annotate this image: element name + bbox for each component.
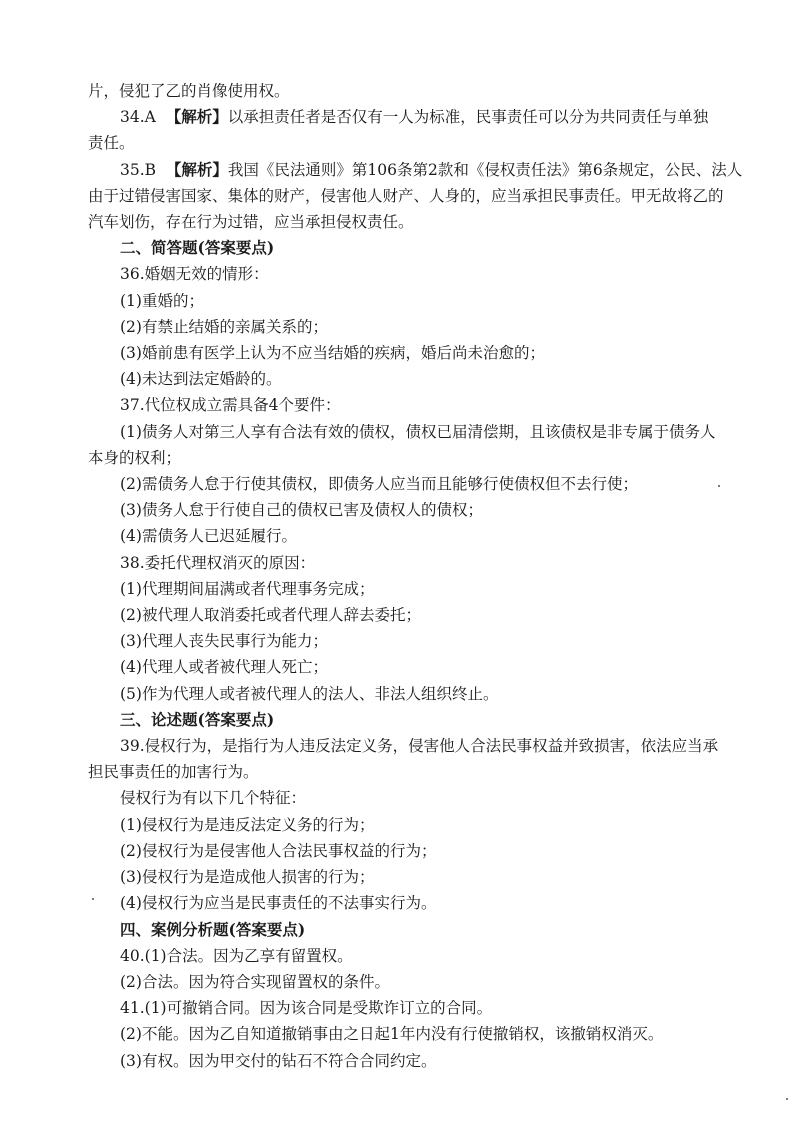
text-line: 侵权行为有以下几个特征： [120,789,307,808]
text-line: 担民事责任的加害行为。 [88,763,259,782]
text-line: (1)代理期间届满或者代理事务完成； [120,579,375,598]
text-line: (4)代理人或者被代理人死亡； [120,658,328,677]
section-heading: 四、案例分析题(答案要点) [120,919,306,939]
text-line [120,157,800,183]
text-line: (3)侵权行为是造成他人损害的行为； [120,868,375,887]
text-line: 37.代位权成立需具备4个要件： [120,396,341,415]
text-line: 片，侵犯了乙的肖像使用权。 [88,82,290,100]
text-line: (4)未达到法定婚龄的。 [120,370,282,389]
analysis-tag: 【解析】 [165,159,228,179]
answer-number: 34.A [120,108,156,127]
scan-speck [786,1098,788,1100]
text-line: (3)有权。因为甲交付的钻石不符合合同约定。 [120,1051,437,1070]
answer-text: 以承担责任者是否仅有一人为标准，民事责任可以分为共同责任与单独 [227,108,709,127]
text-line: 39.侵权行为，是指行为人违反法定义务，侵害他人合法民事权益并致损害，依法应当承 [120,737,719,756]
text-line: (1)债务人对第三人享有合法有效的债权，债权已届清偿期，且该债权是非专属于债务人 [120,422,716,441]
text-line: 36.婚姻无效的情形： [120,265,269,284]
text-line: (4)侵权行为应当是民事责任的不法事实行为。 [120,894,437,913]
text-line: (2)有禁止结婚的亲属关系的； [120,317,328,336]
text-line: (2)被代理人取消委托或者代理人辞去委托； [120,606,421,625]
text-line: 责任。 [88,134,135,153]
text-line: (1)侵权行为是违反法定义务的行为； [120,815,375,834]
section-heading: 三、论述题(答案要点) [120,709,275,729]
text-line: 41.(1)可撤销合同。因为该合同是受欺诈订立的合同。 [120,999,493,1018]
scan-speck [718,485,720,487]
document-body [0,78,800,1074]
text-line: (4)需债务人已迟延履行。 [120,527,297,546]
text-line: 40.(1)合法。因为乙享有留置权。 [120,946,353,965]
text-line: (2)侵权行为是侵害他人合法民事权益的行为； [120,841,437,860]
text-line: 汽车划伤，存在行为过错，应当承担侵权责任。 [88,213,414,232]
text-line: 由于过错侵害国家、集体的财产，侵害他人财产、人身的，应当承担民事责任。甲无故将乙的 [88,186,724,205]
text-line: (2)不能。因为乙自知道撤销事由之日起1年内没有行使撤销权，该撤销权消灭。 [120,1025,664,1044]
text-line: (2)需债务人怠于行使其债权，即债务人应当而且能够行使债权但不去行使； [120,475,638,494]
text-line: 38.委托代理权消灭的原因： [120,553,316,572]
text-line [120,104,800,130]
text-line: 本身的权利； [88,448,182,467]
text-line: (3)婚前患有医学上认为不应当结婚的疾病，婚后尚未治愈的； [120,344,545,363]
answer-text: 我国《民法通则》第106条第2款和《侵权责任法》第6条规定，公民、法人 [227,160,743,179]
text-line: (2)合法。因为符合实现留置权的条件。 [120,972,390,991]
answer-number: 35.B [120,160,157,179]
scan-speck [92,898,94,900]
section-heading: 二、简答题(答案要点) [120,238,275,258]
text-line: (3)代理人丧失民事行为能力； [120,632,328,651]
text-line: (1)重婚的； [120,291,204,310]
text-line: (5)作为代理人或者被代理人的法人、非法人组织终止。 [120,684,499,703]
text-line: (3)债务人怠于行使自己的债权已害及债权人的债权； [120,501,483,520]
analysis-tag: 【解析】 [165,107,228,127]
